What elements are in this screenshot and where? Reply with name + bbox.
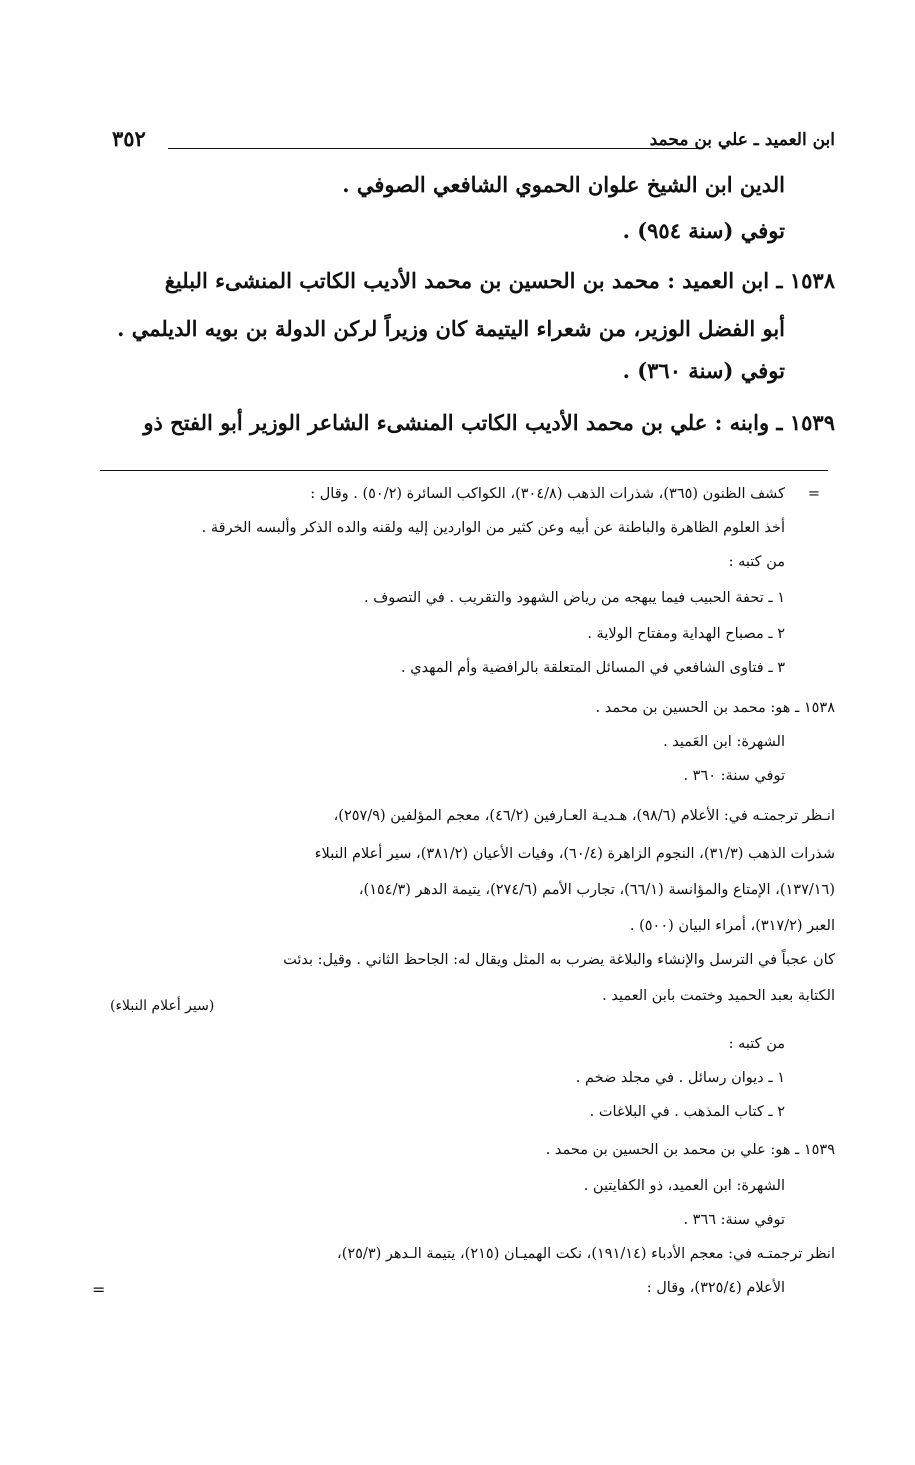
note-1538-quote-2: الكتابة بعبد الحميد وختمت بابن العميد . [602, 988, 835, 1004]
note-1538-fame: الشهرة: ابن العَميد . [663, 734, 785, 750]
page-number: ٣٥٢ [112, 126, 146, 151]
note-1538-refs-1: انـظر ترجمتـه في: الأعلام (٩٨/٦)، هـديـة العـارفين (٤٦/٢)، معجم المؤلفين (٢٥٧/٩)، [333, 808, 835, 824]
header-rule [168, 148, 700, 149]
entry-1538-label: ١٥٣٨ ـ ابن العميد : [667, 268, 835, 293]
note-1538-book-2: ٢ ـ كتاب المذهب . في البلاغات . [589, 1104, 785, 1120]
note-1538-refs-4: العبر (٣١٧/٢)، أمراء البيان (٥٠٠) . [629, 918, 835, 934]
note-1539-death: توفي سنة: ٣٦٦ . [683, 1212, 785, 1228]
note-1538-refs-3: (١٣٧/١٦)، الإمتاع والمؤانسة (٦٦/١)، تجارب الأمم (٢٧٤/٦)، يتيمة الدهر (١٥٤/٣)، [358, 882, 835, 898]
footnote-continues-marker: = [92, 1280, 106, 1299]
book-a-1: ١ ـ تحفة الحبيب فيما يبهجه من رياض الشهود والتقريب . في التصوف . [364, 590, 785, 606]
note-1538-refs-2: شذرات الذهب (٣١/٣)، النجوم الزاهرة (٦٠/٤)، وفيات الأعيان (٣٨١/٢)، سير أعلام النبلاء [314, 846, 835, 862]
note-1538-book-1: ١ ـ ديوان رسائل . في مجلد ضخم . [575, 1070, 785, 1086]
entry-1538-line-2: أبو الفضل الوزير، من شعراء اليتيمة كان وزيراً لركن الدولة بن بويه الديلمي . [117, 316, 785, 341]
note-1538-books-heading: من كتبه : [728, 1036, 785, 1052]
footnote-cont-line-1: كشف الظنون (٣٦٥)، شذرات الذهب (٣٠٤/٨)، الكواكب السائرة (٥٠/٢) . وقال : [310, 486, 785, 502]
entry-1538-line-3: توفي (سنة ٣٦٠) . [622, 358, 785, 383]
note-1539-refs-2: الأعلام (٣٢٥/٤)، وقال : [646, 1280, 785, 1296]
note-1539-head: ١٥٣٩ ـ هو: علي بن محمد بن الحسين بن محمد . [545, 1142, 835, 1158]
note-1538-quote-source: (سير أعلام النبلاء) [110, 998, 215, 1014]
footnote-separator [100, 470, 828, 471]
note-1539-refs-1: انظر ترجمتـه في: معجم الأدباء (١٩١/١٤)، نكت الهميـان (٢١٥)، يتيمة الـدهر (٢٥/٣)، [337, 1246, 835, 1262]
books-heading-a: من كتبه : [728, 554, 785, 570]
main-prev-line-1: الدين ابن الشيخ علوان الحموي الشافعي الصوفي . [342, 172, 785, 197]
note-1538-head: ١٥٣٨ ـ هو: محمد بن الحسين بن محمد . [595, 700, 835, 716]
book-a-3: ٣ ـ فتاوى الشافعي في المسائل المتعلقة بالرافضية وأم المهدي . [401, 660, 785, 676]
note-1538-death: توفي سنة: ٣٦٠ . [683, 768, 785, 784]
main-prev-line-2: توفي (سنة ٩٥٤) . [622, 218, 785, 243]
entry-1538-line-1-text: محمد بن الحسين بن محمد الأديب الكاتب المنشىء البليغ [164, 268, 660, 293]
running-title: ابن العميد ـ علي بن محمد [649, 130, 835, 150]
book-a-2: ٢ ـ مصباح الهداية ومفتاح الولاية . [587, 626, 785, 642]
entry-1538-line-1 [165, 268, 835, 293]
note-1538-quote-1: كان عجباً في الترسل والإنشاء والبلاغة يضرب به المثل ويقال له: الجاحظ الثاني . وقيل: بدئت [283, 952, 835, 968]
note-1539-fame: الشهرة: ابن العميد، ذو الكفايتين . [583, 1178, 785, 1194]
entry-1539-line-1-text: علي بن محمد الأديب الكاتب المنشىء الشاعر الوزير أبو الفتح ذو [143, 410, 708, 435]
entry-1539-line-1 [143, 410, 835, 435]
entry-1539-label: ١٥٣٩ ـ وابنه : [714, 410, 835, 435]
footnote-cont-marker: = [807, 486, 820, 502]
footnote-cont-line-2: أخذ العلوم الظاهرة والباطنة عن أبيه وعن كثير من الواردين إليه ولقنه والده الذكر وألبسه الخرقة . [201, 520, 785, 536]
